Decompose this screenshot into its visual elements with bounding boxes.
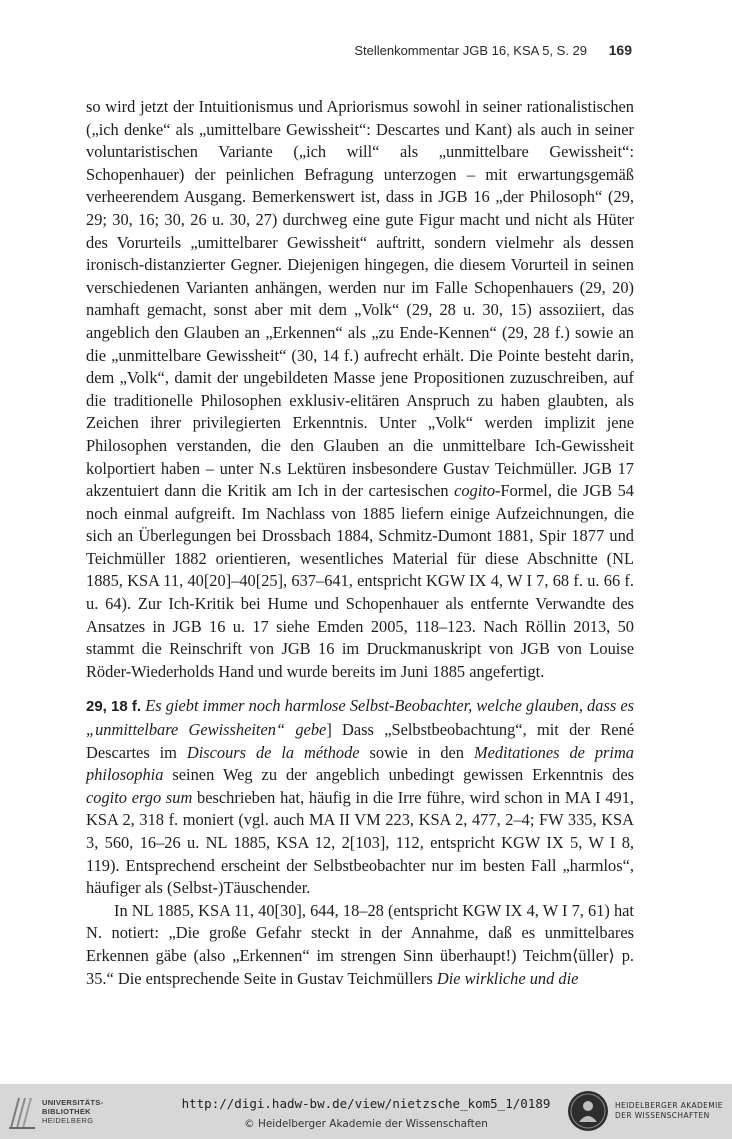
- commentary-entry: 29, 18 f. Es giebt immer noch harmlose Selbst-Beobachter, welche glauben, dass es „unmittelbare Gewissheiten“ gebe] Dass „Selbstbeobachtung“, mit der René Descartes im Discours de la méthode sowie in den Meditationes de prima philosophia seinen Weg zu der angeblich unbedingt gewissen Erkenntnis des cogito ergo sum beschrieben hat, häufig in die Irre führe, wird schon in MA I 491, KSA 2, 318 f. moniert (vgl. auch MA II VM 223, KSA 2, 477, 2–4; FW 335, KSA 3, 560, 16–26 u. NL 1885, KSA 12, 2[103], 112, entspricht KGW IX 5, W I 8, 119). Entsprechend erscheint der Selbstbeobachter nur im besten Fall „harmlos“, häufiger als (Selbst-)Täuschender.: [86, 696, 635, 898]
- paragraph-nachlass: In NL 1885, KSA 11, 40[30], 644, 18–28 (entspricht KGW IX 4, W I 7, 61) hat N. notiert: „Die große Gefahr steckt in der Annahme, daß es unmittelbares Erkennen gäbe (also „Erkennen“ im strengen Sinn überhaupt!) Teichm⟨üller⟩ p. 35.“ Die entsprechende Seite in Gustav Teichmüllers Die wirkliche und die: [86, 900, 634, 988]
- running-title: Stellenkommentar JGB 16, KSA 5, S. 29: [354, 43, 588, 58]
- lemma-reference: 29, 18 f.: [86, 698, 142, 716]
- lemma-quote: Es giebt immer noch harmlose Selbst-Beobachter, welche glauben, dass es „unmittelbare Gewissheiten“ gebe: [86, 696, 634, 740]
- running-header: [354, 42, 632, 58]
- page-body: [86, 96, 634, 990]
- page-number: 169: [608, 42, 632, 58]
- source-url-link[interactable]: http://digi.hadw-bw.de/view/nietzsche_kom5_1/0189: [181, 1096, 551, 1111]
- copyright-notice: © Heidelberger Akademie der Wissenschaften: [244, 1118, 488, 1130]
- footer-bar: [0, 1084, 732, 1139]
- academy-name: HEIDELBERGER AKADEMIE DER WISSENSCHAFTEN: [615, 1101, 723, 1120]
- library-name: UNIVERSITÄTS- BIBLIOTHEK HEIDELBERG: [42, 1098, 104, 1125]
- paragraph-intro: so wird jetzt der Intuitionismus und Apriorismus sowohl in seiner rationalistischen („ich denke“ als „umittelbare Gewissheit“: Descartes und Kant) als auch in seiner voluntaristischen Variante („ich will“ als „unmittelbare Gewissheit“: Schopenhauer) der peinlichen Befragung unterzogen – mit erwartungsgemäß verheerendem Ausgang. Bemerkenswert ist, dass in JGB 16 „der Philosoph“ (29, 29; 30, 16; 30, 26 u. 30, 27) durchweg eine gute Figur macht und nicht als Hüter des Vorurteils „umittelbarer Gewissheit“ auftritt, sondern vielmehr als dessen ironisch-distanzierter Gegner. Diejenigen hingegen, die diesem Vorurteil in seinen verschiedenen Varianten anhängen, werden nur im Falle Schopenhauers (29, 20) namhaft gemacht, sonst aber mit dem „Volk“ (29, 28 u. 30, 15) assoziiert, das angeblich den Glauben an „Erkennen“ als „zu Ende-Kennen“ (29, 28 f.) sowie an die „unmittelbare Gewissheit“ (30, 14 f.) aufrecht erhält. Die Pointe besteht darin, dem „Volk“, damit der ungebildeten Masse jene Propositionen zuzuschreiben, auf die traditionelle Philosophen exklusiv-elitären Anspruch zu haben glaubten, als Zeichen ihrer privilegierten Erkenntnis. Unter „Volk“ werden implizit jene Philosophen verstanden, die den Glauben an die unmittelbare Ich-Gewissheit kolportiert haben – unter N.s Lektüren insbesondere Gustav Teichmüller. JGB 17 akzentuiert dann die Kritik am Ich in der cartesischen cogito-Formel, die JGB 54 noch einmal aufgreift. Im Nachlass von 1885 liefern einige Aufzeichnungen, die sich an Überlegungen bei Drossbach 1884, Schmitz-Dumont 1881, Spir 1877 und Teichmüller 1882 orientieren, wesentliches Material für diese Abschnitte (NL 1885, KSA 11, 40[20]–40[25], 637–641, entspricht KGW IX 4, W I 7, 68 f. u. 66 f. u. 64). Zur Ich-Kritik bei Hume und Schopenhauer als entfernte Verwandte des Ansatzes in JGB 16 u. 17 siehe Emden 2005, 118–123. Nach Röllin 2013, 50 stammt die Reinschrift von JGB 16 im Druckmanuskript von JGB von Louise Röder-Wiederholds Hand und wurde bereits im Juni 1885 angefertigt.: [86, 97, 634, 681]
- academy-seal-icon: [566, 1089, 610, 1133]
